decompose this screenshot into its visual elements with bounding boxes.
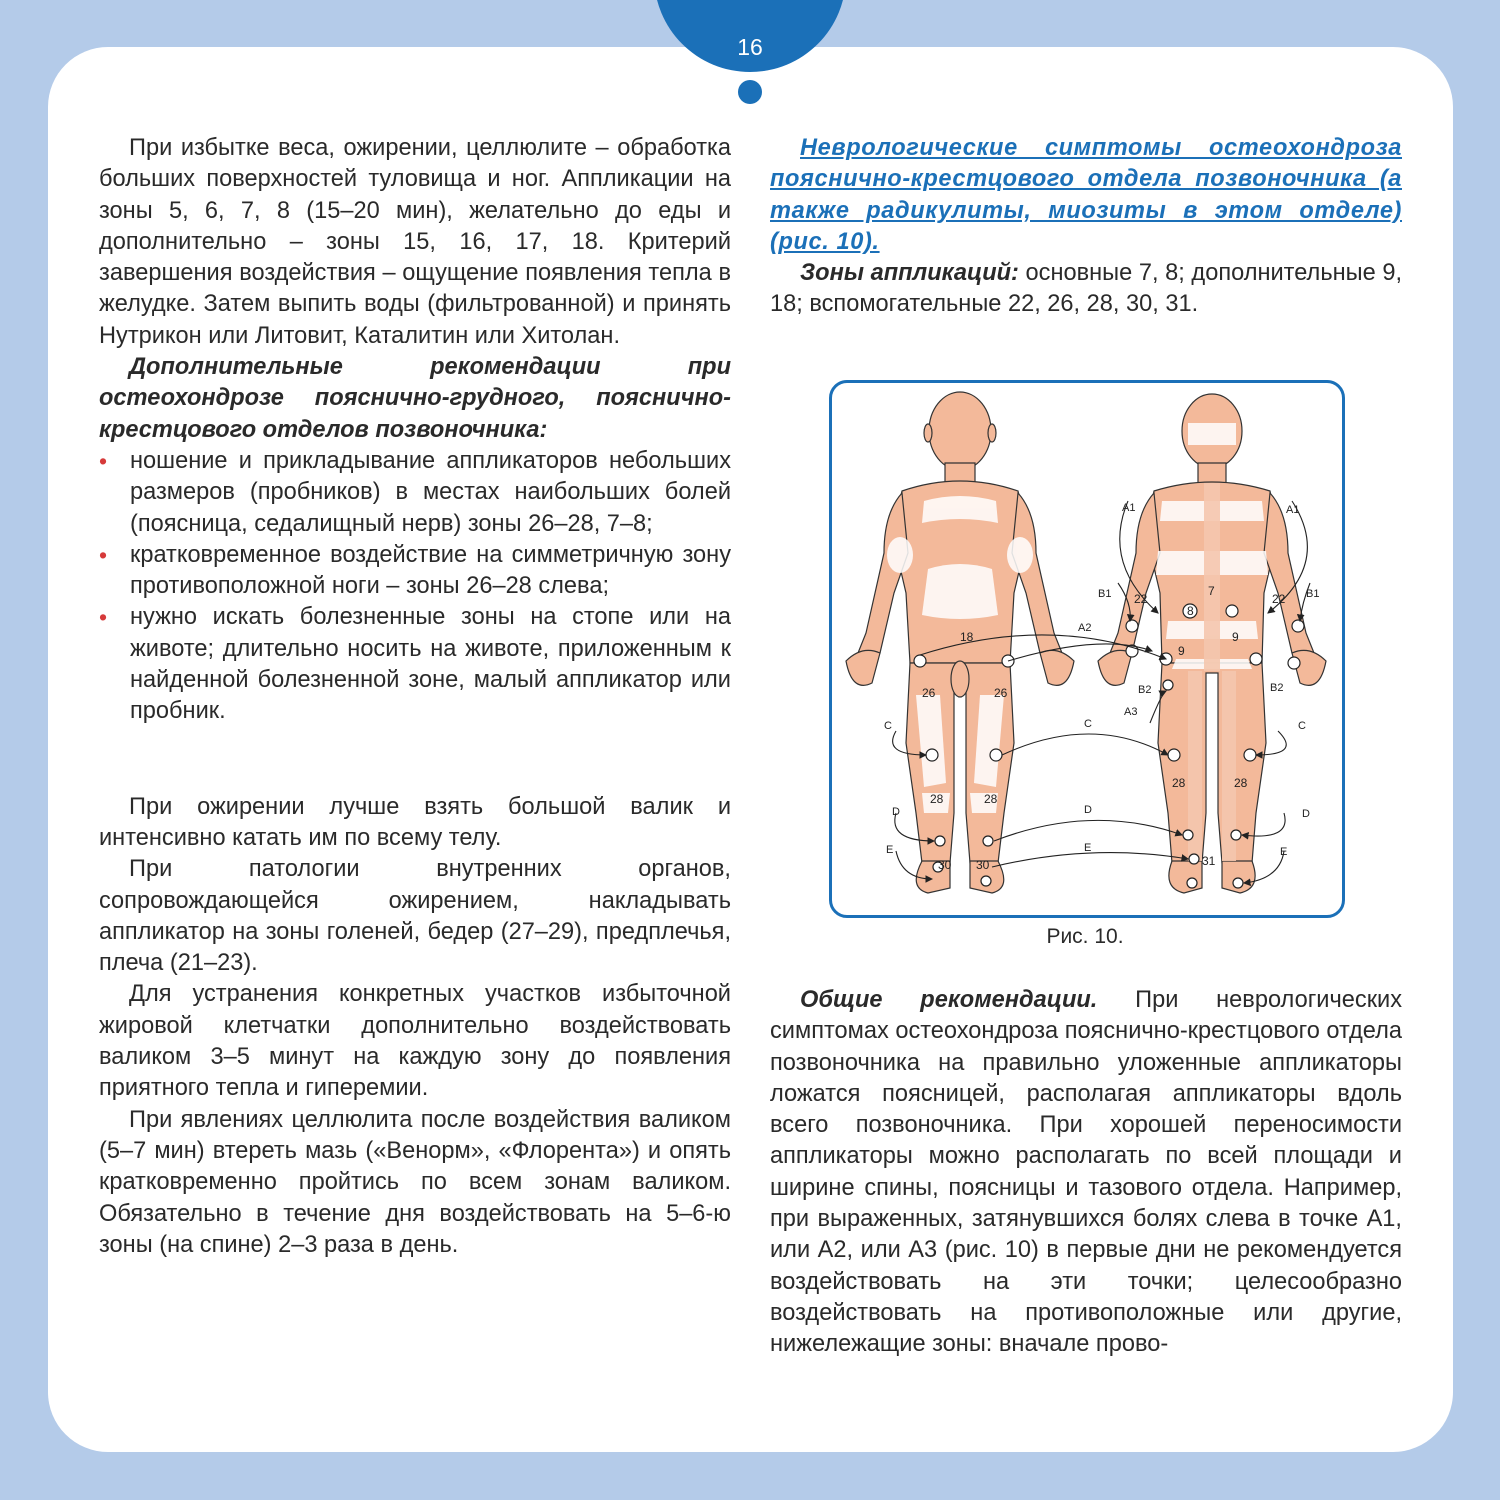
right-column-top (770, 133, 1402, 321)
figure-caption: Рис. 10. (1046, 925, 1124, 948)
zone-label: 9 (1178, 644, 1185, 658)
point-label: B2 (1270, 682, 1284, 694)
point-label: E (1084, 842, 1092, 854)
zone-label: 31 (1202, 854, 1216, 868)
general-text: При неврологических симптомах остеохондроза пояснично-крестцового отдела позвоночника на правильно уложенные аппликаторы ложатся поясницей, располагая аппликаторы вдоль всего позвоночника. При хорошей переносимости аппликаторы можно располагать по всей площади и ширине спины, поясницы и тазового отдела. Например, при выраженных, затянувшихся болях слева в точке А1, или А2, или А3 (рис. 10) в первые дни не рекомендуется воздействовать на эти точки; целесообразно воздействовать на противоположные или другие, нижележащие зоны: вначале прово- (770, 987, 1402, 1358)
paragraph-fat-tissue: Для устранения конкретных участков избыточной жировой клетчатки дополнительно воздействовать валиком 3–5 минут на каждую зону до появления приятного тепла и гиперемии. (99, 981, 731, 1102)
paragraph-overweight: При избытке веса, ожирении, целлюлите – обработка больших поверхностей туловища и ног. Аппликации на зоны 5, 6, 7, 8 (15–20 мин), желательно до еды и дополнительно – зоны 15, 16, 17, 18. Критерий завершения воздействия – ощущение появления тепла в желудке. Затем выпить воды (фильтрованной) и принять Нутрикон или Литовит, Каталитин или Хитолан. (99, 135, 731, 349)
right-column-bottom (770, 985, 1402, 1361)
point-label: D (1084, 804, 1092, 816)
point-label: D (1302, 808, 1310, 820)
paragraph-cellulite: При явлениях целлюлита после воздействия валиком (5–7 мин) втереть мазь («Венорм», «Флорента») и опять кратковременно пройтись по всем зонам валиком. Обязательно в течение дня воздействовать на 5–6-ю зоны (на спине) 2–3 раза в день. (99, 1106, 731, 1258)
page-number: 16 (737, 34, 763, 60)
figure-10-body-zones (829, 380, 1345, 918)
zones-text: основные 7, 8; дополнительные 9, 18; вспомогательные 22, 26, 28, 30, 31. (770, 260, 1403, 318)
zone-label: 28 (1234, 776, 1248, 790)
point-label: A3 (1124, 706, 1138, 718)
zone-label: 30 (976, 858, 990, 872)
page-dot-marker (738, 80, 762, 104)
list-item: • нужно искать болезненные зоны на стопе или на животе; длительно носить на животе, приложенным к найденной болезненной зоне, малый аппликатор или пробник. (99, 602, 731, 727)
point-label: B1 (1306, 588, 1320, 600)
heading-neurological-symptoms: Неврологические симптомы остеохондроза пояснично-крестцового отдела позвоночника (а также радикулиты, миозиты в этом отделе) (рис. 10). (770, 135, 1402, 255)
paragraph-roller: При ожирении лучше взять большой валик и интенсивно катать им по всему телу. (99, 793, 731, 851)
point-label: B1 (1098, 588, 1112, 600)
left-column (99, 133, 731, 1261)
point-label: A1 (1286, 504, 1300, 516)
paragraph-general-recommendations (770, 985, 1402, 1361)
zone-label: 28 (930, 792, 944, 806)
zone-label: 22 (1272, 592, 1286, 606)
zone-label: 9 (1232, 630, 1239, 644)
zone-label: 26 (922, 686, 936, 700)
zones-paragraph (770, 258, 1402, 321)
point-label: D (892, 806, 900, 818)
zone-label: 28 (1172, 776, 1186, 790)
zone-label: 30 (938, 858, 952, 872)
body-zones-diagram (832, 383, 1342, 915)
zones-label: Зоны аппликаций: (800, 260, 1019, 287)
point-label: C (1084, 718, 1092, 730)
zone-label: 7 (1208, 584, 1215, 598)
point-label: E (886, 844, 894, 856)
list-item: • кратковременное воздействие на симметричную зону противоположной ноги – зоны 26–28 слева; (99, 540, 731, 603)
point-label: A2 (1078, 622, 1092, 634)
zone-label: 18 (960, 630, 974, 644)
recommendations-list (99, 446, 731, 728)
point-label: C (1298, 720, 1306, 732)
general-label: Общие рекомендации. (800, 987, 1098, 1013)
heading-additional-recommendations: Дополнительные рекомендации при остеохондрозе пояснично-грудного, пояснично-крестцового отделов позвоночника: (99, 354, 731, 443)
zone-label: 28 (984, 792, 998, 806)
list-item: • ношение и прикладывание аппликаторов небольших размеров (пробников) в местах наибольших болей (поясница, седалищный нерв) зоны 26–28, 7–8; (99, 446, 731, 540)
zone-label: 22 (1134, 592, 1148, 606)
point-label: E (1280, 846, 1288, 858)
point-label: C (884, 720, 892, 732)
point-label: B2 (1138, 684, 1152, 696)
zone-label: 8 (1187, 604, 1194, 618)
zone-label: 26 (994, 686, 1008, 700)
point-label: A1 (1122, 502, 1136, 514)
paragraph-internal-organs: При патологии внутренних органов, сопровождающейся ожирением, накладывать аппликатор на зоны голеней, бедер (27–29), предплечья, плеча (21–23). (99, 856, 731, 977)
